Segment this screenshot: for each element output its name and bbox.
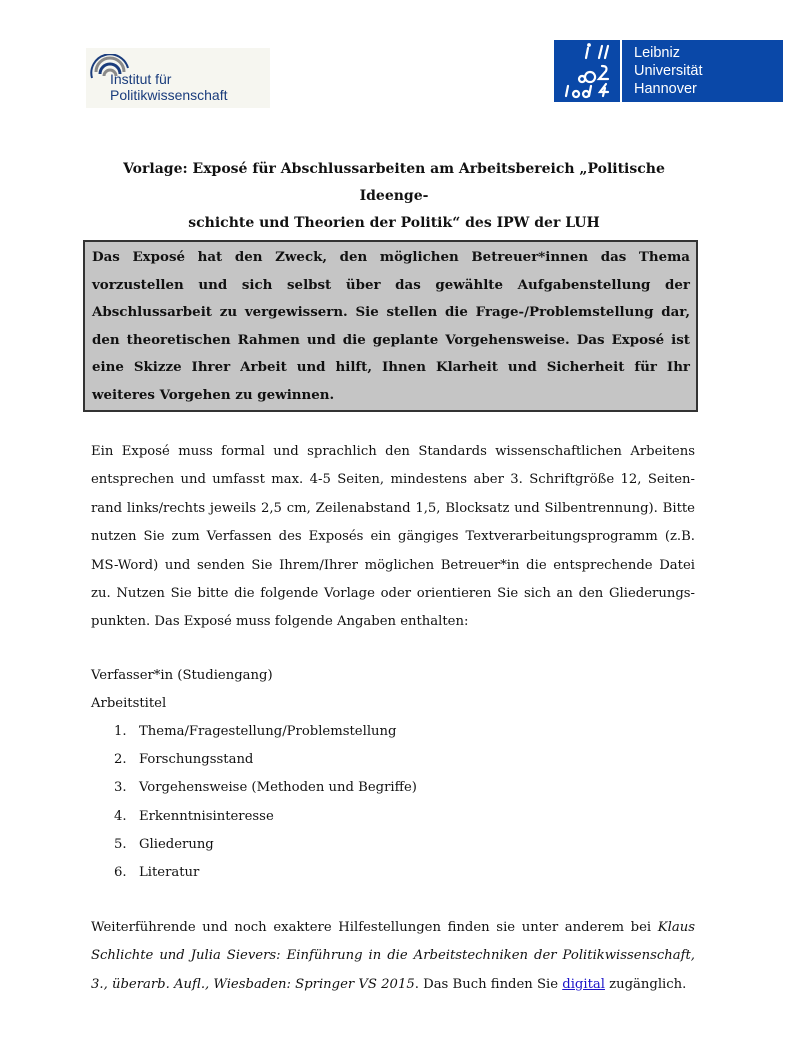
luh-signet-icon: [554, 40, 618, 102]
outline-item: [91, 746, 417, 774]
luh-logo-line1: Leibniz: [634, 45, 680, 61]
document-title-line2: schichte und Theorien der Politik“ des IPW der LUH: [188, 215, 600, 231]
outline-item: [91, 774, 417, 802]
luh-logo: [554, 40, 783, 102]
outline-text: Vorgehensweise (Methoden und Begriffe): [139, 780, 417, 796]
ipw-logo: [86, 48, 270, 108]
outline-text: Forschungsstand: [139, 752, 254, 768]
outline-number: 4.: [114, 808, 127, 824]
further-help-middle: . Das Buch finden Sie: [414, 976, 563, 992]
document-title: [92, 156, 696, 237]
luh-logo-text: [634, 44, 703, 98]
further-help-end: zugänglich.: [604, 976, 687, 992]
outline-text: Thema/Fragestellung/Problemstellung: [139, 724, 397, 739]
outline-item: [91, 859, 417, 887]
outline-text: Literatur: [139, 865, 200, 881]
further-help-intro: Weiterführende und noch exaktere Hilfestellungen finden sie unter anderem bei: [91, 920, 658, 935]
summary-text: Das Exposé hat den Zweck, den möglichen Betreuer*innen das Thema vorzustellen und sich selbst über das gewählte Aufgabenstellung der Abschlussarbeit zu vergewissern. Sie stellen die Frage-/Problemstellung dar, den theoretischen Rahmen und die geplante Vorgehensweise. Das Exposé ist eine Skizze Ihrer Arbeit und hilft, Ihnen Klarheit und Sicherheit für Ihr weiteres Vorgehen zu gewinnen.: [92, 249, 690, 403]
outline-number: 3.: [114, 780, 127, 796]
intro-paragraph: Ein Exposé muss formal und sprachlich den Standards wissenschaftlichen Arbeitens entsprechen und umfasst max. 4-5 Seiten, mindestens aber 3. Schriftgröße 12, Seitenrand links/rechts jeweils 2,5 cm, Zeilenabstand 1,5, Blocksatz und Silbentrennung). Bitte nutzen Sie zum Verfassen des Exposés ein gängiges Textverarbeitungsprogramm (z.B. MS-Word) und senden Sie Ihrem/Ihrer möglichen Betreuer*in die entsprechende Datei zu. Nutzen Sie bitte die folgende Vorlage oder orientieren Sie sich an den Gliederungspunkten. Das Exposé muss folgende Angaben enthalten:: [91, 444, 695, 630]
ipw-logo-line2: Politikwissenschaft: [110, 87, 228, 103]
author-line: Verfasser*in (Studiengang): [91, 668, 273, 683]
luh-logo-line2: Universität: [634, 63, 703, 79]
outline-text: Erkenntnisinteresse: [139, 808, 274, 824]
outline-number: 2.: [114, 752, 127, 768]
outline-number: 6.: [114, 865, 127, 881]
summary-box: [83, 240, 698, 412]
outline-item: [91, 718, 417, 746]
outline-item: [91, 803, 417, 831]
outline-list: [91, 718, 417, 887]
further-help-paragraph: [91, 914, 695, 999]
book-citation: Klaus Schlichte und Julia Sievers: Einführung in die Arbeitstechniken der Politikwissenschaft, 3., überarb. Aufl., Wiesbaden: Springer VS 2015: [91, 920, 695, 992]
ipw-logo-line1: Institut für: [110, 71, 172, 87]
digital-link[interactable]: digital: [562, 976, 605, 992]
outline-item: [91, 831, 417, 859]
worktitle-line: Arbeitstitel: [91, 696, 167, 711]
luh-logo-line3: Hannover: [634, 81, 697, 97]
ipw-logo-text: [110, 71, 228, 103]
document-title-line1: Vorlage: Exposé für Abschlussarbeiten am Arbeitsbereich „Politische Ideenge-: [123, 161, 665, 204]
outline-number: 5.: [114, 836, 127, 852]
luh-divider: [620, 40, 622, 102]
outline-number: 1.: [114, 724, 127, 739]
outline-text: Gliederung: [139, 836, 214, 852]
